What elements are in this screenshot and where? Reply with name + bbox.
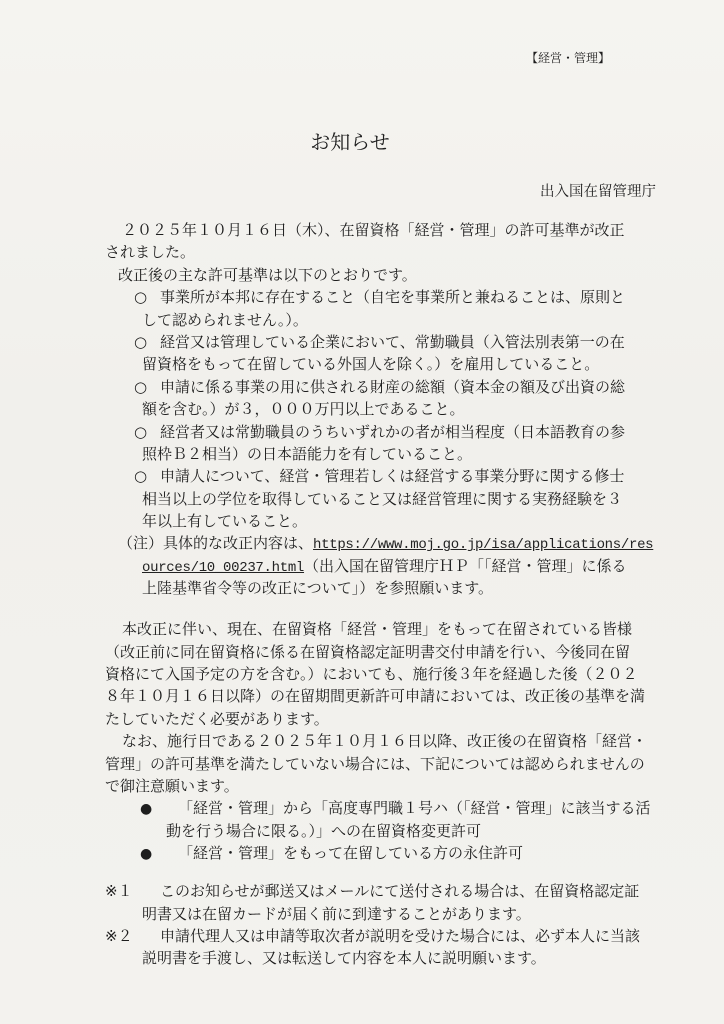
filled-bullet-icon: ● bbox=[140, 846, 153, 863]
circle-bullet-icon: ○ bbox=[134, 288, 148, 307]
note-line: 上陸基準省令等の改正について」）を参照願います。 bbox=[142, 579, 494, 598]
criteria-text: 経営者又は常勤職員のうちいずれかの者が相当程度（日本語教育の参 bbox=[160, 422, 626, 441]
footnote-text: このお知らせが郵送又はメールにて送付される場合は、在留資格認定証 bbox=[160, 882, 640, 901]
criteria-list bbox=[105, 286, 665, 532]
paragraph-line: （改正前に同在留資格に係る在留資格認定証明書交付申請を行い、今後同在留 bbox=[105, 642, 631, 661]
footnote-text: 明書又は在留カードが届く前に到達することがあります。 bbox=[142, 904, 531, 923]
filled-bullet-icon: ● bbox=[140, 801, 153, 818]
not-permitted-item bbox=[105, 842, 665, 864]
footnote-text: 申請代理人又は申請等取次者が説明を受けた場合には、必ず本人に当該 bbox=[160, 926, 641, 945]
circle-bullet-icon: ○ bbox=[134, 467, 148, 486]
criteria-item bbox=[105, 286, 665, 308]
page-title: お知らせ bbox=[310, 130, 390, 154]
note-line bbox=[105, 532, 665, 554]
paragraph-line: 資格にて入国予定の方を含む。）においても、施行後３年を経過した後（２０２ bbox=[105, 665, 638, 684]
paragraph-line: 管理」の許可基準を満たしていない場合には、下記については認められませんの bbox=[105, 754, 645, 773]
circle-bullet-icon: ○ bbox=[134, 422, 148, 441]
paragraph-line: で御注意願います。 bbox=[105, 776, 239, 795]
criteria-lead: 改正後の主な許可基準は以下のとおりです。 bbox=[118, 265, 417, 284]
footnote bbox=[105, 880, 665, 902]
bullet-text: 「経営・管理」をもって在留している方の永住許可 bbox=[178, 844, 524, 863]
issuer: 出入国在留管理庁 bbox=[540, 184, 656, 200]
criteria-text: 申請に係る事業の用に供される財産の総額（資本金の額及び出資の総 bbox=[160, 377, 626, 396]
criteria-text: 照枠Ｂ２相当）の日本語能力を有していること。 bbox=[142, 444, 473, 463]
reference-link[interactable]: https://www.moj.go.jp/isa/applications/res bbox=[313, 537, 654, 554]
section2-paragraph-1 bbox=[105, 618, 665, 730]
footnote-text: 説明書を手渡し、又は転送して内容を本人に説明願います。 bbox=[142, 949, 546, 968]
paragraph-line: なお、施行日である２０２５年１０月１６日以降、改正後の在留資格「経営・ bbox=[122, 732, 648, 751]
document-body bbox=[105, 219, 665, 970]
paragraph-line: たしていただく必要があります。 bbox=[105, 709, 329, 728]
criteria-text: 留資格をもって在留している外国人を除く。）を雇用していること。 bbox=[142, 355, 600, 374]
criteria-item bbox=[105, 376, 665, 398]
criteria-text: 事業所が本邦に存在すること（自宅を事業所と兼ねることは、原則と bbox=[160, 288, 626, 307]
intro-line: ２０２５年１０月１６日（木）、在留資格「経営・管理」の許可基準が改正 bbox=[122, 221, 625, 239]
intro-line: されました。 bbox=[105, 243, 196, 262]
reference-link[interactable]: ources/10_00237.html bbox=[142, 559, 305, 576]
note-line bbox=[105, 555, 665, 577]
criteria-text: 相当以上の学位を取得していること又は経営管理に関する実務経験を３ bbox=[142, 489, 623, 508]
not-permitted-item bbox=[105, 797, 665, 819]
criteria-item bbox=[105, 421, 665, 443]
note-prefix: （注）具体的な改正内容は、 bbox=[118, 534, 314, 553]
criteria-text: 申請人について、経営・管理若しくは経営する事業分野に関する修士 bbox=[160, 467, 625, 486]
criteria-item bbox=[105, 465, 665, 487]
footnote bbox=[105, 925, 665, 947]
circle-bullet-icon: ○ bbox=[134, 332, 148, 351]
footnote-mark: ※２ bbox=[105, 926, 133, 945]
not-permitted-list bbox=[105, 797, 665, 864]
bullet-text: 動を行う場合に限る。）」への在留資格変更許可 bbox=[166, 821, 482, 840]
note bbox=[105, 532, 665, 599]
paragraph-line: 本改正に伴い、現在、在留資格「経営・管理」をもって在留されている皆様 bbox=[122, 620, 633, 639]
section2-paragraph-2 bbox=[105, 730, 665, 797]
footnotes bbox=[105, 880, 665, 970]
criteria-item bbox=[105, 331, 665, 353]
bullet-text: 「経営・管理」から「高度専門職１号ハ（「経営・管理」に該当する活 bbox=[178, 799, 651, 818]
paragraph-line: ８年１０月１６日以降）の在留期間更新許可申請においては、改正後の基準を満 bbox=[105, 687, 646, 706]
criteria-text: 経営又は管理している企業において、常勤職員（入管法別表第一の在 bbox=[160, 332, 625, 351]
criteria-text: 額を含む。）が３，０００万円以上であること。 bbox=[142, 400, 465, 419]
criteria-text: 年以上有していること。 bbox=[142, 512, 308, 531]
footnote-mark: ※１ bbox=[105, 882, 133, 901]
category-tag: 【経営・管理】 bbox=[525, 51, 610, 65]
criteria-text: して認められません。）。 bbox=[142, 310, 308, 329]
note-suffix: （出入国在留管理庁ＨＰ「「経営・管理」に係る bbox=[304, 556, 627, 575]
circle-bullet-icon: ○ bbox=[134, 377, 148, 396]
